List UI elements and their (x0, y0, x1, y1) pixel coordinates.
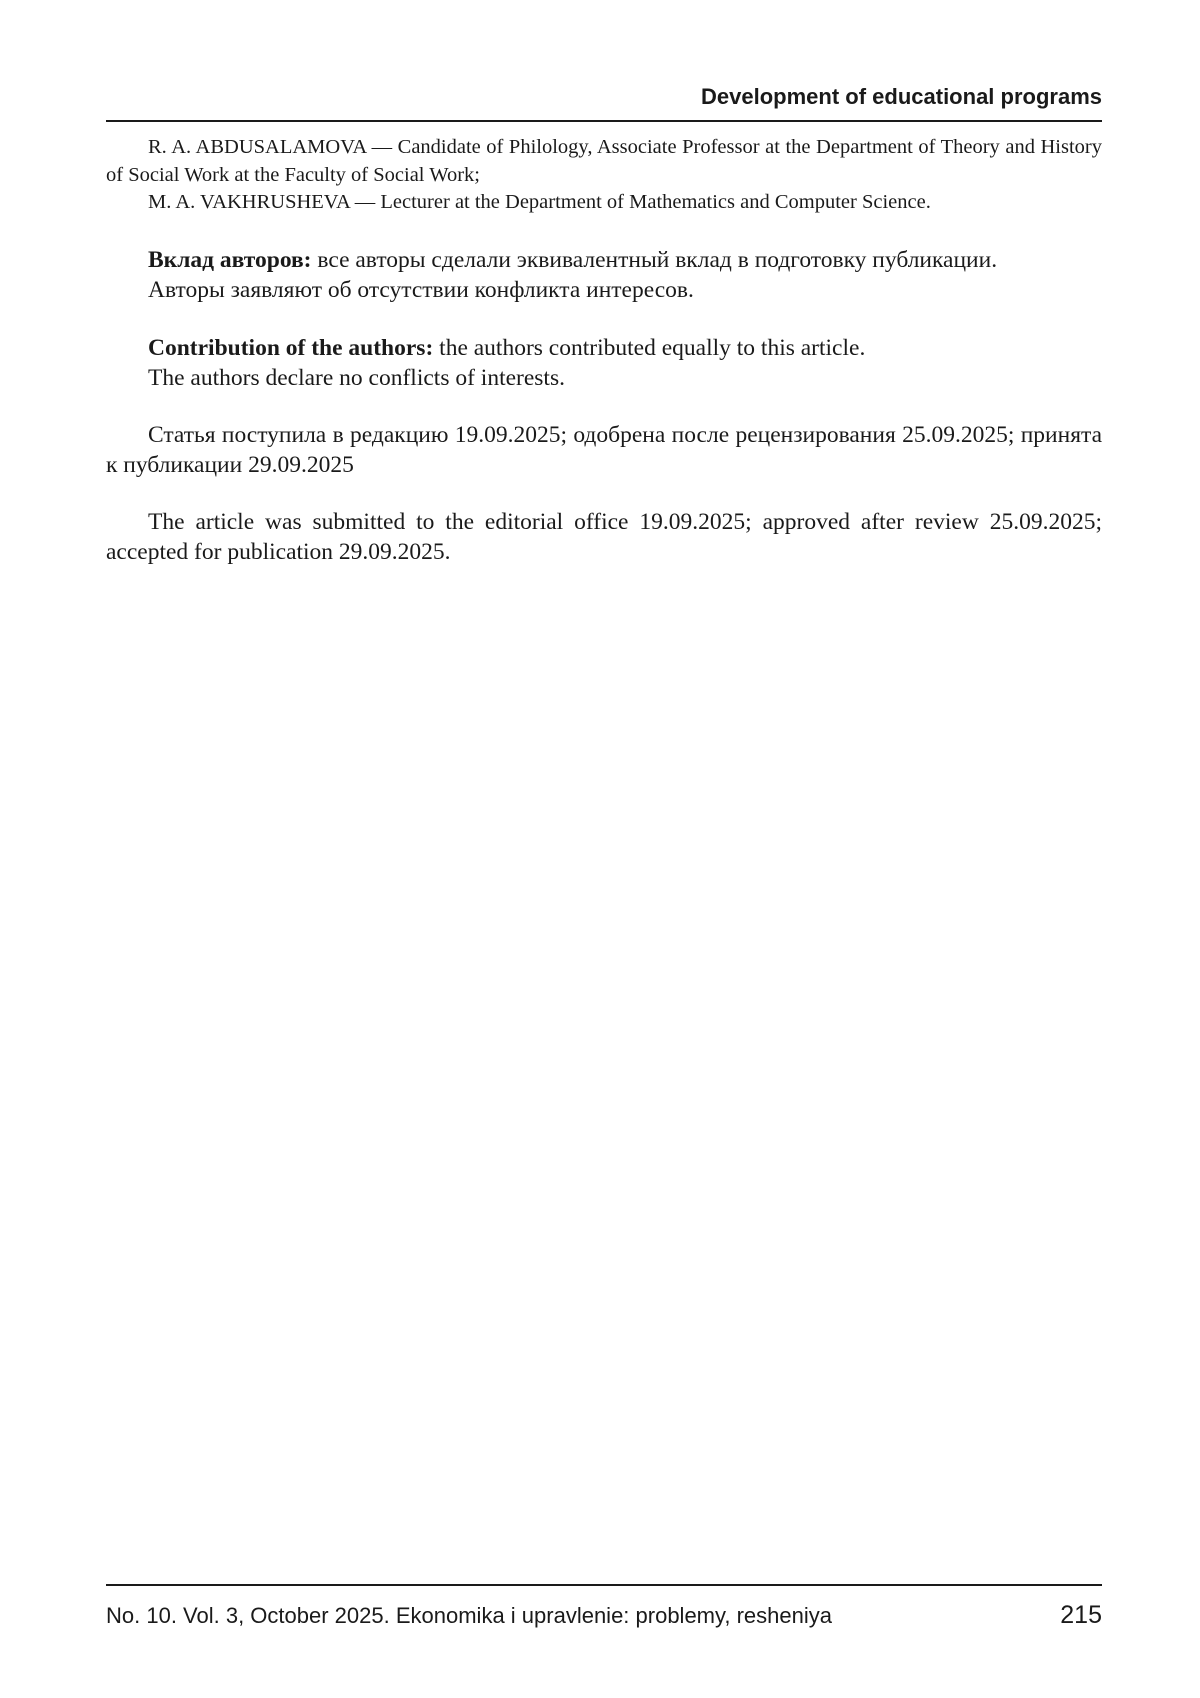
page-content (106, 134, 1102, 567)
contribution-ru (106, 245, 1102, 275)
contribution-ru-block (106, 245, 1102, 305)
contribution-en-label: Contribution of the authors: (148, 334, 434, 361)
running-header: Development of educational programs (701, 84, 1102, 109)
contribution-en (106, 333, 1102, 363)
contribution-en-block (106, 333, 1102, 393)
dates-en: The article was submitted to the editorial office 19.09.2025; approved after review 25.09.2025; accepted for publication 29.09.2025. (106, 508, 1102, 565)
page-number: 215 (1060, 1601, 1102, 1629)
contribution-en-text: the authors contributed equally to this article. (433, 334, 866, 361)
author-abdusalamova: R. A. ABDUSALAMOVA — Candidate of Philology, Associate Professor at the Department of Theory and History of Social Work at the Faculty of Social Work; (106, 136, 1102, 186)
journal-citation: No. 10. Vol. 3, October 2025. Ekonomika i upravlenie: problemy, resheniya (106, 1603, 832, 1628)
contribution-ru-label: Вклад авторов: (148, 246, 312, 273)
conflict-ru: Авторы заявляют об отсутствии конфликта интересов. (148, 276, 694, 303)
contribution-ru-text: все авторы сделали эквивалентный вклад в подготовку публикации. (311, 246, 998, 273)
dates-ru: Статья поступила в редакцию 19.09.2025; одобрена после рецензирования 25.09.2025; принята к публикации 29.09.2025 (106, 421, 1102, 478)
header-divider (106, 120, 1102, 122)
author-info (106, 134, 1102, 217)
conflict-en: The authors declare no conflicts of interests. (148, 364, 565, 391)
dates-ru-block (106, 420, 1102, 480)
page-footer (106, 1600, 1102, 1631)
dates-en-block (106, 507, 1102, 567)
footer-divider (106, 1584, 1102, 1586)
author-vakhrusheva: M. A. VAKHRUSHEVA — Lecturer at the Department of Mathematics and Computer Science. (148, 191, 931, 213)
